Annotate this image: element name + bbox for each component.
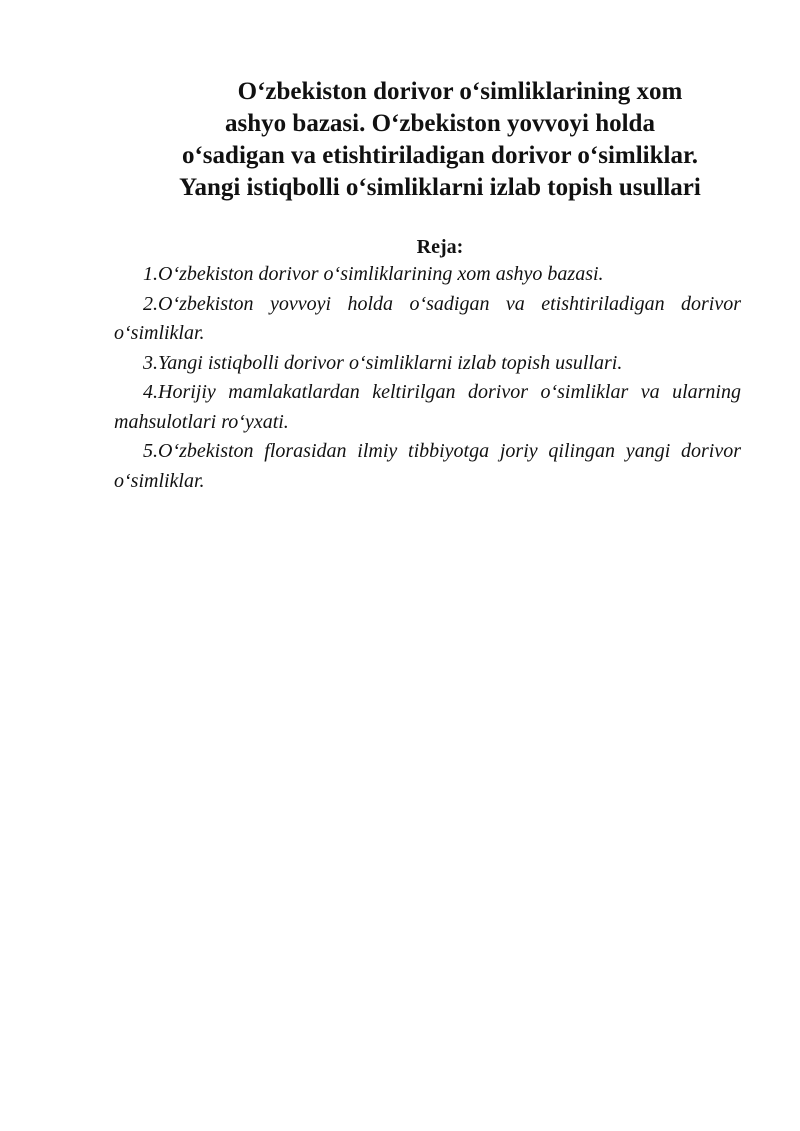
- plan-item: 4.Horijiy mamlakatlardan keltirilgan dorivor o‘simliklar va ularning mahsulotlari ro‘yxati.: [114, 381, 741, 433]
- plan-item: 3.Yangi istiqbolli dorivor o‘simliklarni izlab topish usullari.: [143, 351, 623, 374]
- plan-item: 5.O‘zbekiston florasidan ilmiy tibbiyotga joriy qilingan yangi dorivor o‘simliklar.: [114, 440, 741, 492]
- plan-heading: Reja:: [416, 236, 464, 258]
- title-line: O‘zbekiston dorivor o‘simliklarining xom: [237, 78, 683, 105]
- title-line: ashyo bazasi. O‘zbekiston yovvoyi holda: [225, 110, 655, 137]
- plan-list: [114, 260, 741, 496]
- title-line: Yangi istiqbolli o‘simliklarni izlab topish usullari: [179, 174, 701, 201]
- plan-item: 1.O‘zbekiston dorivor o‘simliklarining xom ashyo bazasi.: [143, 263, 604, 285]
- plan-item: 2.O‘zbekiston yovvoyi holda o‘sadigan va etishtiriladigan dorivor o‘simliklar.: [114, 292, 741, 344]
- title-line: o‘sadigan va etishtiriladigan dorivor o‘simliklar.: [181, 142, 699, 169]
- document-title: [100, 76, 780, 204]
